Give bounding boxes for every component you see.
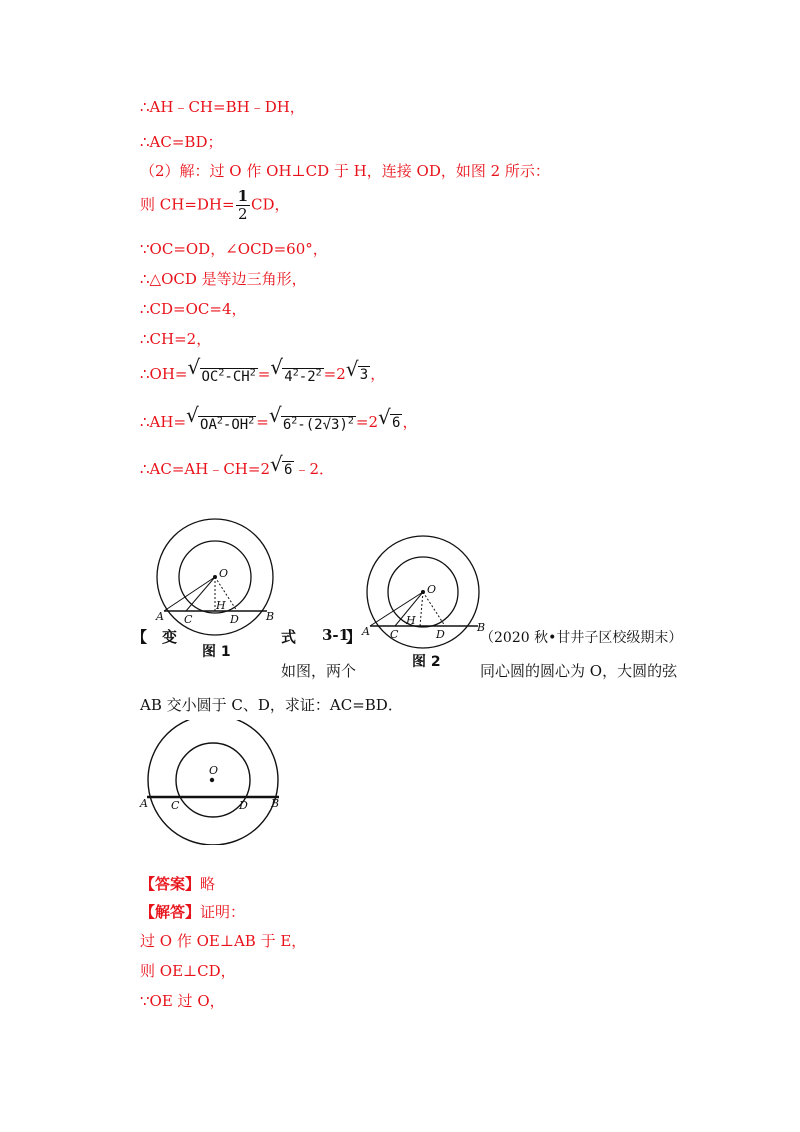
ac-line <box>140 452 334 479</box>
fig2-label-h: H <box>406 614 416 627</box>
solution-intro: （2）解：过 O 作 OH⊥CD 于 H，连接 OD，如图 2 所示： <box>140 162 550 180</box>
variant-source: （2020 秋•甘井子区校级期末） <box>480 630 683 646</box>
answer-step-2: 则 OE⊥CD， <box>140 962 236 980</box>
figure-2-caption: 图 2 <box>412 654 441 670</box>
proof-line-1: ∴AH﹣CH=BH﹣DH， <box>140 98 305 116</box>
variant-shi: 式 <box>281 628 297 646</box>
fig2-label-a: A <box>362 625 370 638</box>
ac-prefix: ∴AC=AH﹣CH=2 <box>140 460 271 478</box>
ah-line <box>140 403 418 434</box>
figure-3 <box>138 720 293 845</box>
ah-result: =2 <box>355 412 379 431</box>
fig2-label-d: D <box>436 628 445 641</box>
fig1-label-h: H <box>216 599 226 612</box>
fig2-label-c: C <box>390 628 399 641</box>
step-line-2: ∴△OCD 是等边三角形， <box>140 270 307 288</box>
variant-bian: 变 <box>162 628 178 646</box>
half-fraction <box>236 188 250 223</box>
answer-step-1: 过 O 作 OE⊥AB 于 E， <box>140 932 307 950</box>
step-line-4: ∴CH=2， <box>140 330 212 348</box>
fig1-label-c: C <box>184 613 193 626</box>
variant-bracket-open: 【 <box>132 628 148 646</box>
oh-line <box>140 355 386 386</box>
oh-end: ， <box>370 364 386 383</box>
radical-6: √ 6 <box>378 404 401 431</box>
oh-prefix: ∴OH= <box>140 364 188 383</box>
fig1-label-d: D <box>230 613 239 626</box>
fig2-label-b: B <box>477 621 486 634</box>
variant-number: 3-1 <box>322 626 350 644</box>
radical-oa-oh: √ $OA^2-OH^2$ <box>186 403 255 433</box>
fig3-label-d: D <box>239 799 248 812</box>
ah-end: ， <box>402 412 418 431</box>
variant-line1b: 同心圆的圆心为 O，大圆的弦 <box>480 662 678 680</box>
radical-6-2root3: √ $6^2-(2√3)^2$ <box>268 403 354 433</box>
answer-line <box>140 875 215 893</box>
answer-text: 略 <box>200 875 216 893</box>
step-line-3: ∴CD=OC=4， <box>140 300 247 318</box>
radical-3: √ 3 <box>345 356 369 383</box>
fig1-label-b: B <box>266 610 275 623</box>
proof-line-2: ∴AC=BD； <box>140 133 223 151</box>
analysis-label: 【解答】 <box>140 903 201 921</box>
answer-step-3: ∵OE 过 O， <box>140 992 225 1010</box>
fig1-label-o: O <box>219 567 229 580</box>
figure-2 <box>358 532 488 657</box>
oh-result: =2 <box>323 364 346 383</box>
fig2-label-o: O <box>427 583 437 596</box>
ch-line-suffix: CD， <box>251 195 290 214</box>
radical-4-2: √ $4^2-2^2$ <box>270 355 322 385</box>
analysis-line <box>140 903 245 921</box>
fraction-denominator: 2 <box>238 205 248 223</box>
ac-suffix: ﹣2． <box>294 460 334 478</box>
fraction-numerator: 1 <box>237 187 249 205</box>
oh-eq: = <box>257 364 271 383</box>
fig1-label-a: A <box>156 610 164 623</box>
variant-line2: AB 交小圆于 C、D，求证：AC=BD． <box>140 696 403 714</box>
analysis-text: 证明： <box>200 903 246 921</box>
ah-eq: = <box>256 412 269 431</box>
fig3-label-o: O <box>209 764 219 777</box>
fig3-label-c: C <box>171 799 180 812</box>
variant-line1a: 如图，两个 <box>281 662 357 680</box>
ch-line-prefix: 则 CH=DH= <box>140 195 235 214</box>
variant-bracket-close: 】 <box>346 628 362 646</box>
fig3-label-a: A <box>140 797 148 810</box>
fig3-label-b: B <box>271 797 280 810</box>
ch-line <box>140 188 290 223</box>
answer-label: 【答案】 <box>140 875 201 893</box>
radical-6-ac: √ 6 <box>270 452 293 478</box>
step-line-1: ∵OC=OD，∠OCD=60°， <box>140 240 328 258</box>
figure-1-caption: 图 1 <box>202 644 231 660</box>
radical-oc-ch: √ $OC^2-CH^2$ <box>187 355 256 385</box>
ah-prefix: ∴AH= <box>140 412 187 431</box>
